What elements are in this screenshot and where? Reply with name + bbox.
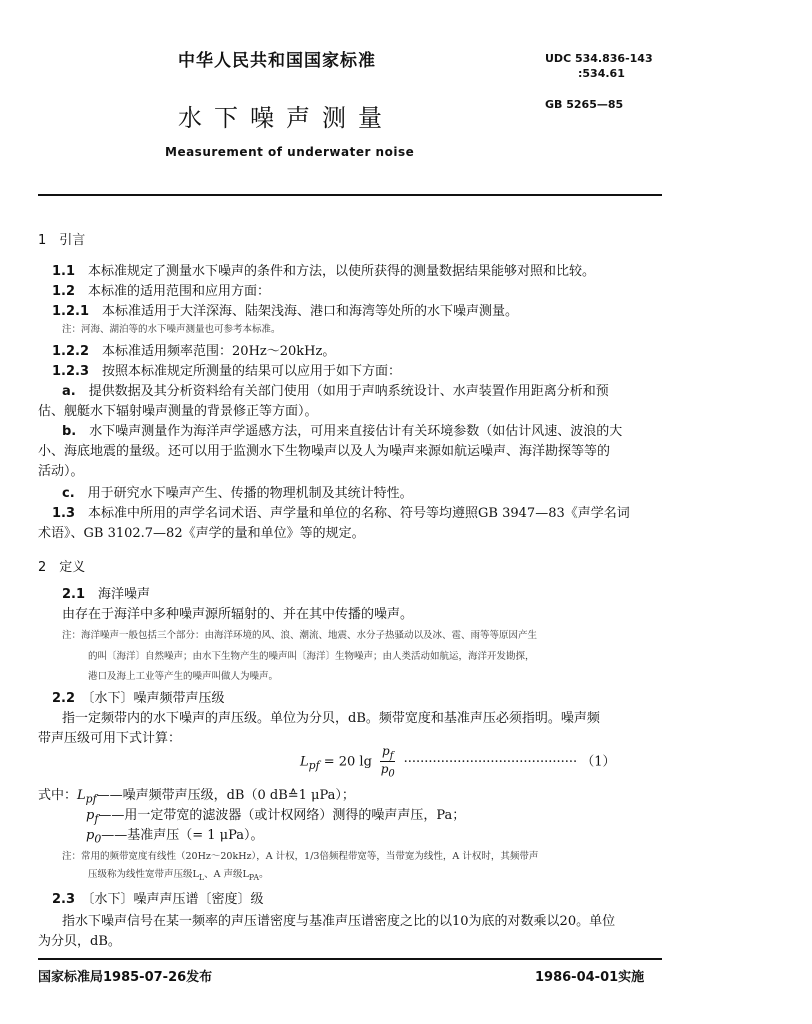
variable-subscript: pf <box>85 792 97 806</box>
clause-number: 1.3 <box>52 506 76 521</box>
clause-number: 2.1 <box>62 587 86 602</box>
formula-1 <box>300 744 616 780</box>
variable-description: ——用一定带宽的滤波器（或计权网络）测得的噪声声压，Pa； <box>98 808 466 823</box>
note-3: 注：常用的频带宽度有线性（20Hz～20kHz），A 计权，1/3倍频程带宽等，当带宽为线性，A 计权时，其频带声 <box>62 851 539 862</box>
formula-leader-dots: ·········································· <box>403 754 578 770</box>
clause-text: 按照本标准规定所测量的结果可以应用于如下方面： <box>102 364 402 379</box>
item-label: b. <box>62 424 77 439</box>
variable-symbol: p <box>86 828 95 843</box>
clause-1-1 <box>52 260 595 279</box>
variable-description: ——噪声频带声压级，dB（0 dB≙1 μPa）； <box>96 788 355 803</box>
note-subscript: L <box>198 872 205 882</box>
header-divider <box>38 194 662 196</box>
footer-divider <box>38 958 662 960</box>
document-title-english: Measurement of underwater noise <box>165 145 415 159</box>
item-text: 提供数据及其分析资料给有关部门使用（如用于声呐系统设计、水声装置作用距离分析和预 <box>88 384 609 399</box>
item-b <box>62 420 622 439</box>
variable-symbol: p <box>86 808 95 823</box>
variable-symbol: L <box>77 788 86 803</box>
definition-2-3-text: 指水下噪声信号在某一频率的声压谱密度与基准声压谱密度之比的以10为底的对数乘以20。单位 <box>62 914 616 929</box>
definition-2-2 <box>52 687 225 706</box>
udc-code: UDC 534.836-143 <box>545 52 653 65</box>
definition-2-2-continued: 带声压级可用下式计算： <box>38 731 182 746</box>
formula-fraction <box>380 744 395 780</box>
clause-1-3 <box>52 502 630 521</box>
section-heading-definitions: 2 定义 <box>38 560 86 575</box>
item-b-continued: 小、海底地震的量级。还可以用于监测水下生物噪声以及人为噪声来源如航运噪声、海洋勘探等等的 <box>38 444 611 459</box>
clause-number: 2.3 <box>52 892 76 907</box>
clause-text: 本标准适用于大洋深海、陆架浅海、港口和海湾等处所的水下噪声测量。 <box>102 304 519 319</box>
definition-title: 〔水下〕噪声声压谱〔密度〕级 <box>88 892 264 907</box>
clause-1-2 <box>52 280 270 299</box>
formula-numerator: p <box>382 744 390 758</box>
note-2: 注：海洋噪声一般包括三个部分：由海洋环境的风、浪、潮流、地震、水分子热骚动以及冰、雹、雨等等原因产生 <box>62 630 538 641</box>
variable-subscript: 0 <box>94 832 102 846</box>
definition-title: 〔水下〕噪声频带声压级 <box>88 691 225 706</box>
where-variable-2 <box>86 804 465 826</box>
clause-number: 1.2.3 <box>52 364 90 379</box>
definition-2-2-text: 指一定频带内的水下噪声的声压级。单位为分贝，dB。频带宽度和基准声压必须指明。噪声频 <box>62 711 600 726</box>
formula-number: （1） <box>581 754 616 770</box>
note-2-continued: 的叫〔海洋〕自然噪声；由水下生物产生的噪声叫〔海洋〕生物噪声；由人类活动如航运，海洋开发勘探， <box>88 651 535 662</box>
variable-description: ——基准声压（= 1 μPa）。 <box>101 828 264 843</box>
clause-number: 1.2.1 <box>52 304 90 319</box>
formula-lhs: L <box>300 754 309 770</box>
clause-number: 2.2 <box>52 691 76 706</box>
clause-1-2-3 <box>52 360 401 379</box>
formula-lhs-sub: pf <box>308 758 320 772</box>
variable-subscript: f <box>94 812 99 826</box>
clause-1-3-continued: 术语》、GB 3102.7—82《声学的量和单位》等的规定。 <box>38 526 365 541</box>
section-heading-introduction: 1 引言 <box>38 233 86 248</box>
effective-date: 1986-04-01实施 <box>535 970 645 985</box>
definition-2-3 <box>52 888 264 907</box>
note-text: 、A 声级L <box>204 869 249 880</box>
clause-number: 1.2.2 <box>52 344 90 359</box>
note-2-continued-2: 港口及海上工业等产生的噪声叫做人为噪声。 <box>88 671 279 682</box>
note-subscript: PA <box>248 872 260 882</box>
clause-text: 本标准适用频率范围：20Hz～20kHz。 <box>102 344 336 359</box>
document-title: 水下噪声测量 <box>178 104 394 132</box>
clause-text: 本标准的适用范围和应用方面： <box>88 284 271 299</box>
clause-text: 本标准规定了测量水下噪声的条件和方法，以使所获得的测量数据结果能够对照和比较。 <box>88 264 596 279</box>
definition-2-3-continued: 为分贝，dB。 <box>38 934 121 949</box>
issuing-authority: 中华人民共和国国家标准 <box>178 51 376 71</box>
where-label: 式中： <box>38 788 78 803</box>
issue-date: 国家标准局1985-07-26发布 <box>38 970 213 985</box>
definition-2-1 <box>62 583 150 602</box>
clause-number: 1.1 <box>52 264 76 279</box>
udc-code-continued: :534.61 <box>578 67 625 80</box>
item-label: a. <box>62 384 76 399</box>
clause-1-2-1 <box>52 300 518 319</box>
item-text: 水下噪声测量作为海洋声学遥感方法，可用来直接估计有关环境参数（如估计风速、波浪的大 <box>89 424 623 439</box>
item-a <box>62 380 609 399</box>
where-variable-1 <box>38 784 355 806</box>
clause-text: 本标准中所用的声学名词术语、声学量和单位的名称、符号等均遵照GB 3947—83《声学名词 <box>88 506 630 521</box>
note-3-continued <box>88 866 269 882</box>
clause-number: 1.2 <box>52 284 76 299</box>
formula-numerator-sub: f <box>389 750 394 762</box>
formula-denominator: p <box>380 762 389 777</box>
item-c <box>62 482 413 501</box>
item-a-continued: 估、舰艇水下辐射噪声测量的背景修正等方面）。 <box>38 404 318 419</box>
item-b-continued-2: 活动）。 <box>38 464 84 479</box>
note-text: 。 <box>259 869 269 880</box>
formula-eq: = 20 lg <box>319 754 372 770</box>
formula-denominator-sub: 0 <box>388 768 395 780</box>
definition-title: 海洋噪声 <box>98 587 151 602</box>
item-label: c. <box>62 486 75 501</box>
clause-1-2-2 <box>52 340 335 359</box>
standard-number: GB 5265—85 <box>545 98 624 111</box>
definition-2-1-text: 由存在于海洋中多种噪声源所辐射的、并在其中传播的噪声。 <box>62 607 414 622</box>
item-text: 用于研究水下噪声产生、传播的物理机制及其统计特性。 <box>87 486 413 501</box>
note-1: 注：河海、湖泊等的水下噪声测量也可参考本标准。 <box>62 324 281 335</box>
where-variable-3 <box>86 824 264 846</box>
note-text: 压级称为线性宽带声压级L <box>88 869 199 880</box>
